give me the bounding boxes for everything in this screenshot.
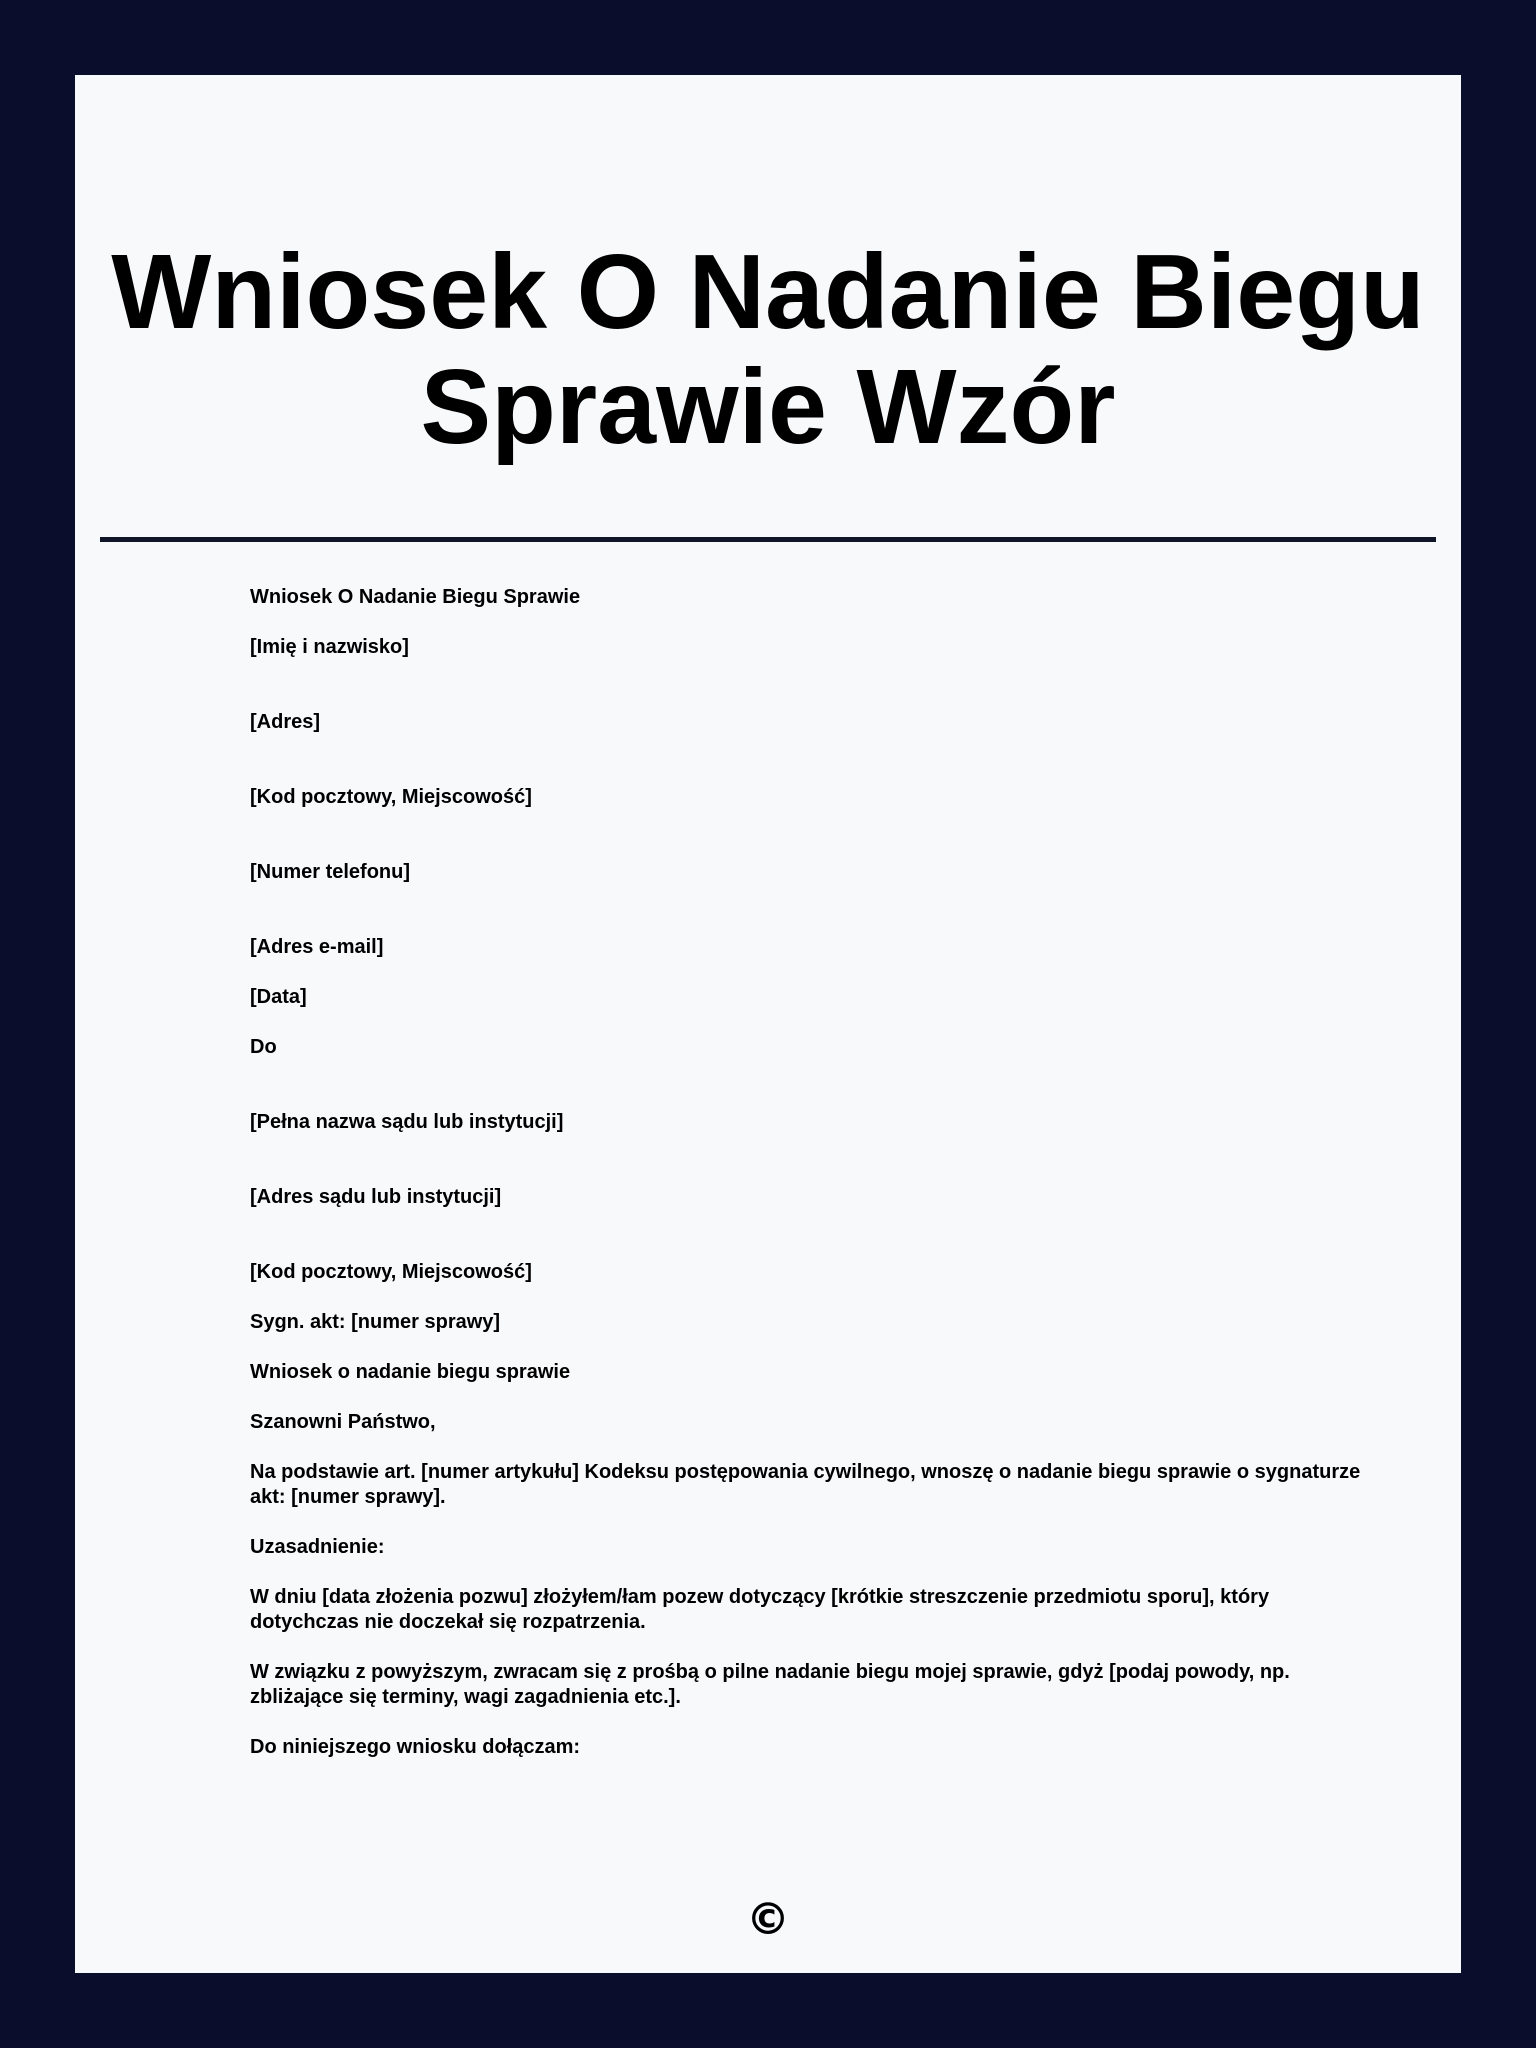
justification-heading: Uzasadnienie: — [250, 1536, 385, 1558]
attachments-label: Do niniejszego wniosku dołączam: — [250, 1736, 581, 1758]
sender-phone: [Numer telefonu] — [250, 861, 410, 883]
urgency-paragraph: W związku z powyższym, zwracam się z prośbą o pilne nadanie biegu mojej sprawie, gdyż [podaj powody, np. zbliżające się terminy, wagi zagadnienia etc.]. — [250, 1661, 1290, 1708]
copyright-icon: © — [746, 1894, 790, 1945]
sender-email: [Adres e-mail] — [250, 936, 384, 958]
salutation: Szanowni Państwo, — [250, 1411, 436, 1433]
title-divider — [100, 537, 1436, 542]
sender-postal-city: [Kod pocztowy, Miejscowość] — [250, 786, 532, 808]
case-reference: Sygn. akt: [numer sprawy] — [250, 1311, 501, 1333]
document-date: [Data] — [250, 986, 307, 1008]
recipient-postal-city: [Kod pocztowy, Miejscowość] — [250, 1261, 532, 1283]
document-body — [250, 585, 1370, 1785]
recipient-label: Do — [250, 1036, 277, 1058]
recipient-address: [Adres sądu lub instytucji] — [250, 1186, 502, 1208]
recipient-name: [Pełna nazwa sądu lub instytucji] — [250, 1111, 564, 1133]
request-subject: Wniosek o nadanie biegu sprawie — [250, 1361, 571, 1383]
request-paragraph: Na podstawie art. [numer artykułu] Kodeksu postępowania cywilnego, wnoszę o nadanie biegu sprawie o sygnaturze akt: [numer sprawy]. — [250, 1461, 1361, 1508]
sender-address: [Adres] — [250, 711, 321, 733]
document-heading: Wniosek O Nadanie Biegu Sprawie — [250, 586, 581, 608]
sender-name: [Imię i nazwisko] — [250, 636, 409, 658]
document-page — [75, 75, 1461, 1973]
justification-paragraph: W dniu [data złożenia pozwu] złożyłem/łam pozew dotyczący [krótkie streszczenie przedmiotu sporu], który dotychczas nie doczekał się rozpatrzenia. — [250, 1586, 1270, 1633]
page-title: Wniosek O Nadanie Biegu Sprawie Wzór — [111, 233, 1425, 466]
